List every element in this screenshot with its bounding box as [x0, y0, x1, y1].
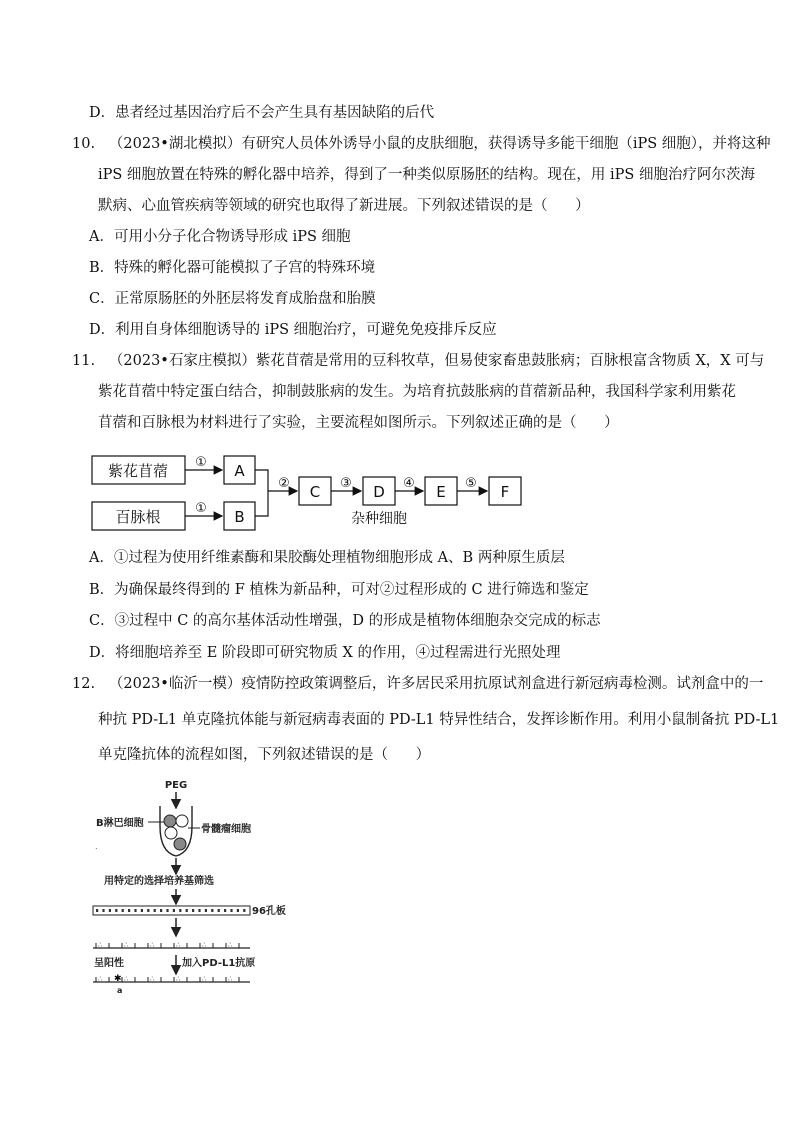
- label-C: C: [309, 483, 321, 501]
- label-plant1: 紫花苜蓿: [107, 462, 169, 480]
- well-dot: [128, 909, 130, 912]
- label-B: B: [234, 508, 245, 526]
- label-step4: ④: [403, 476, 415, 491]
- well-dot: [147, 909, 149, 912]
- cell-circle-3: [165, 827, 177, 839]
- q11-option-c: C．③过程中 C 的高尔基体活动性增强，D 的形成是植物体细胞杂交完成的标志: [89, 613, 601, 629]
- cell-colony-mark: ∴: [124, 975, 129, 983]
- well-dot: [166, 909, 168, 912]
- q11-stem-line3: 苜蓿和百脉根为材料进行了实验，主要流程如图所示。下列叙述正确的是（ ）: [98, 415, 619, 431]
- q11-flow-diagram: [0, 445, 794, 545]
- well-dot: [243, 909, 245, 912]
- well-dot: [154, 909, 156, 912]
- label-selective-medium: 用特定的选择培养基筛选: [104, 876, 214, 887]
- q12-antibody-flow-figure: [0, 770, 794, 1000]
- q10-stem-line1: 10. （2023•湖北模拟）有研究人员体外诱导小鼠的皮肤细胞，获得诱导多能干细胞（iPS 细胞），并将这种: [72, 136, 771, 152]
- cell-colony-mark: ∴: [150, 941, 155, 949]
- well-dot: [224, 909, 226, 912]
- cell-colony-mark: ∴: [228, 941, 233, 949]
- label-step5: ⑤: [465, 476, 477, 491]
- label-positive: 呈阳性: [94, 958, 124, 969]
- cell-colony-mark: ∴: [98, 975, 103, 983]
- cell-colony-mark: ∴: [176, 975, 181, 983]
- label-peg: PEG: [164, 780, 188, 791]
- well-dot: [102, 909, 104, 912]
- q9-option-d: D．患者经过基因治疗后不会产生具有基因缺陷的后代: [89, 105, 435, 121]
- well-dot: [96, 909, 98, 912]
- well-dot: [160, 909, 162, 912]
- well-dots: [96, 909, 245, 912]
- well-dot: [134, 909, 136, 912]
- q11-option-d: D．将细胞培养至 E 阶段即可研究物质 X 的作用，④过程需进行光照处理: [89, 645, 561, 661]
- cell-colony-mark: ∴: [202, 941, 207, 949]
- well-dot: [186, 909, 188, 912]
- cell-colony-mark: ∴: [202, 975, 207, 983]
- merge-bracket: [255, 470, 268, 516]
- svg-text:.: .: [95, 842, 98, 851]
- q10-option-c: C．正常原肠胚的外胚层将发育成胎盘和胎膜: [89, 291, 376, 307]
- well-dot: [192, 909, 194, 912]
- cell-colony-mark: ∴: [124, 941, 129, 949]
- q11-option-a: A．①过程为使用纤维素酶和果胶酶处理植物细胞形成 A、B 两种原生质层: [89, 550, 565, 566]
- cell-colony-mark: ∴: [98, 941, 103, 949]
- label-E: E: [436, 483, 446, 501]
- q10-option-b: B．特殊的孵化器可能模拟了子宫的特殊环境: [89, 260, 376, 276]
- well-dot: [211, 909, 213, 912]
- q11-stem-line1: 11. （2023•石家庄模拟）紫花苜蓿是常用的豆科牧草，但易使家畜患鼓胀病；百脉根富含物质 X，X 可与: [72, 353, 765, 369]
- well-dot: [109, 909, 111, 912]
- label-step1-bottom: ①: [195, 501, 207, 516]
- q10-stem-line3: 默病、心血管疾病等领域的研究也取得了新进展。下列叙述错误的是（ ）: [98, 198, 590, 214]
- well-dot: [115, 909, 117, 912]
- label-step1-top: ①: [195, 455, 207, 470]
- label-step3: ③: [340, 476, 352, 491]
- q10-stem-line2: iPS 细胞放置在特殊的孵化器中培养，得到了一种类似原肠胚的结构。现在，用 iPS 细胞治疗阿尔茨海: [98, 167, 755, 183]
- well-dot: [179, 909, 181, 912]
- label-hybrid-cell: 杂种细胞: [351, 511, 407, 527]
- label-plant2: 百脉根: [115, 508, 161, 526]
- well-dot: [205, 909, 207, 912]
- label-D: D: [373, 483, 385, 501]
- hybrid-cell-circle: [174, 838, 186, 850]
- cell-colony-mark: ∴: [150, 975, 155, 983]
- label-A: A: [234, 462, 245, 480]
- well-dot: [141, 909, 143, 912]
- q11-stem-line2: 紫花苜蓿中特定蛋白结合，抑制鼓胀病的发生。为培育抗鼓胀病的苜蓿新品种，我国科学家利用紫花: [98, 384, 736, 400]
- q12-stem-line2: 种抗 PD-L1 单克隆抗体能与新冠病毒表面的 PD-L1 特异性结合，发挥诊断作用。利用小鼠制备抗 PD-L1: [98, 712, 780, 728]
- positive-well-mark: ✱: [114, 974, 122, 984]
- well-dot: [173, 909, 175, 912]
- well-dot: [230, 909, 232, 912]
- label-myeloma: 骨髓瘤细胞: [201, 824, 251, 835]
- label-a: a: [117, 986, 123, 995]
- b-cell-circle: [164, 815, 176, 827]
- well-dot: [198, 909, 200, 912]
- q10-option-d: D．利用自身体细胞诱导的 iPS 细胞治疗，可避免免疫排斥反应: [89, 322, 497, 338]
- well-dot: [237, 909, 239, 912]
- well-dot: [122, 909, 124, 912]
- label-96-well-plate: 96孔板: [252, 906, 286, 917]
- cell-colony-mark: ∴: [228, 975, 233, 983]
- label-F: F: [500, 483, 510, 501]
- q12-stem-line1: 12. （2023•临沂一模）疫情防控政策调整后，许多居民采用抗原试剂盒进行新冠病毒检测。试剂盒中的一: [72, 676, 764, 692]
- q10-option-a: A．可用小分子化合物诱导形成 iPS 细胞: [89, 229, 351, 245]
- label-step2: ②: [278, 476, 290, 491]
- well-dot: [218, 909, 220, 912]
- label-add-pd-l1-antigen: 加入PD-L1抗原: [182, 958, 256, 969]
- cell-colony-mark: ∴: [176, 941, 181, 949]
- q12-stem-line3: 单克隆抗体的流程如图，下列叙述错误的是（ ）: [98, 747, 431, 763]
- q11-option-b: B．为确保最终得到的 F 植株为新品种，可对②过程形成的 C 进行筛选和鉴定: [89, 582, 589, 598]
- label-b-lymphocyte: B淋巴细胞: [96, 818, 144, 829]
- myeloma-circle: [176, 815, 188, 827]
